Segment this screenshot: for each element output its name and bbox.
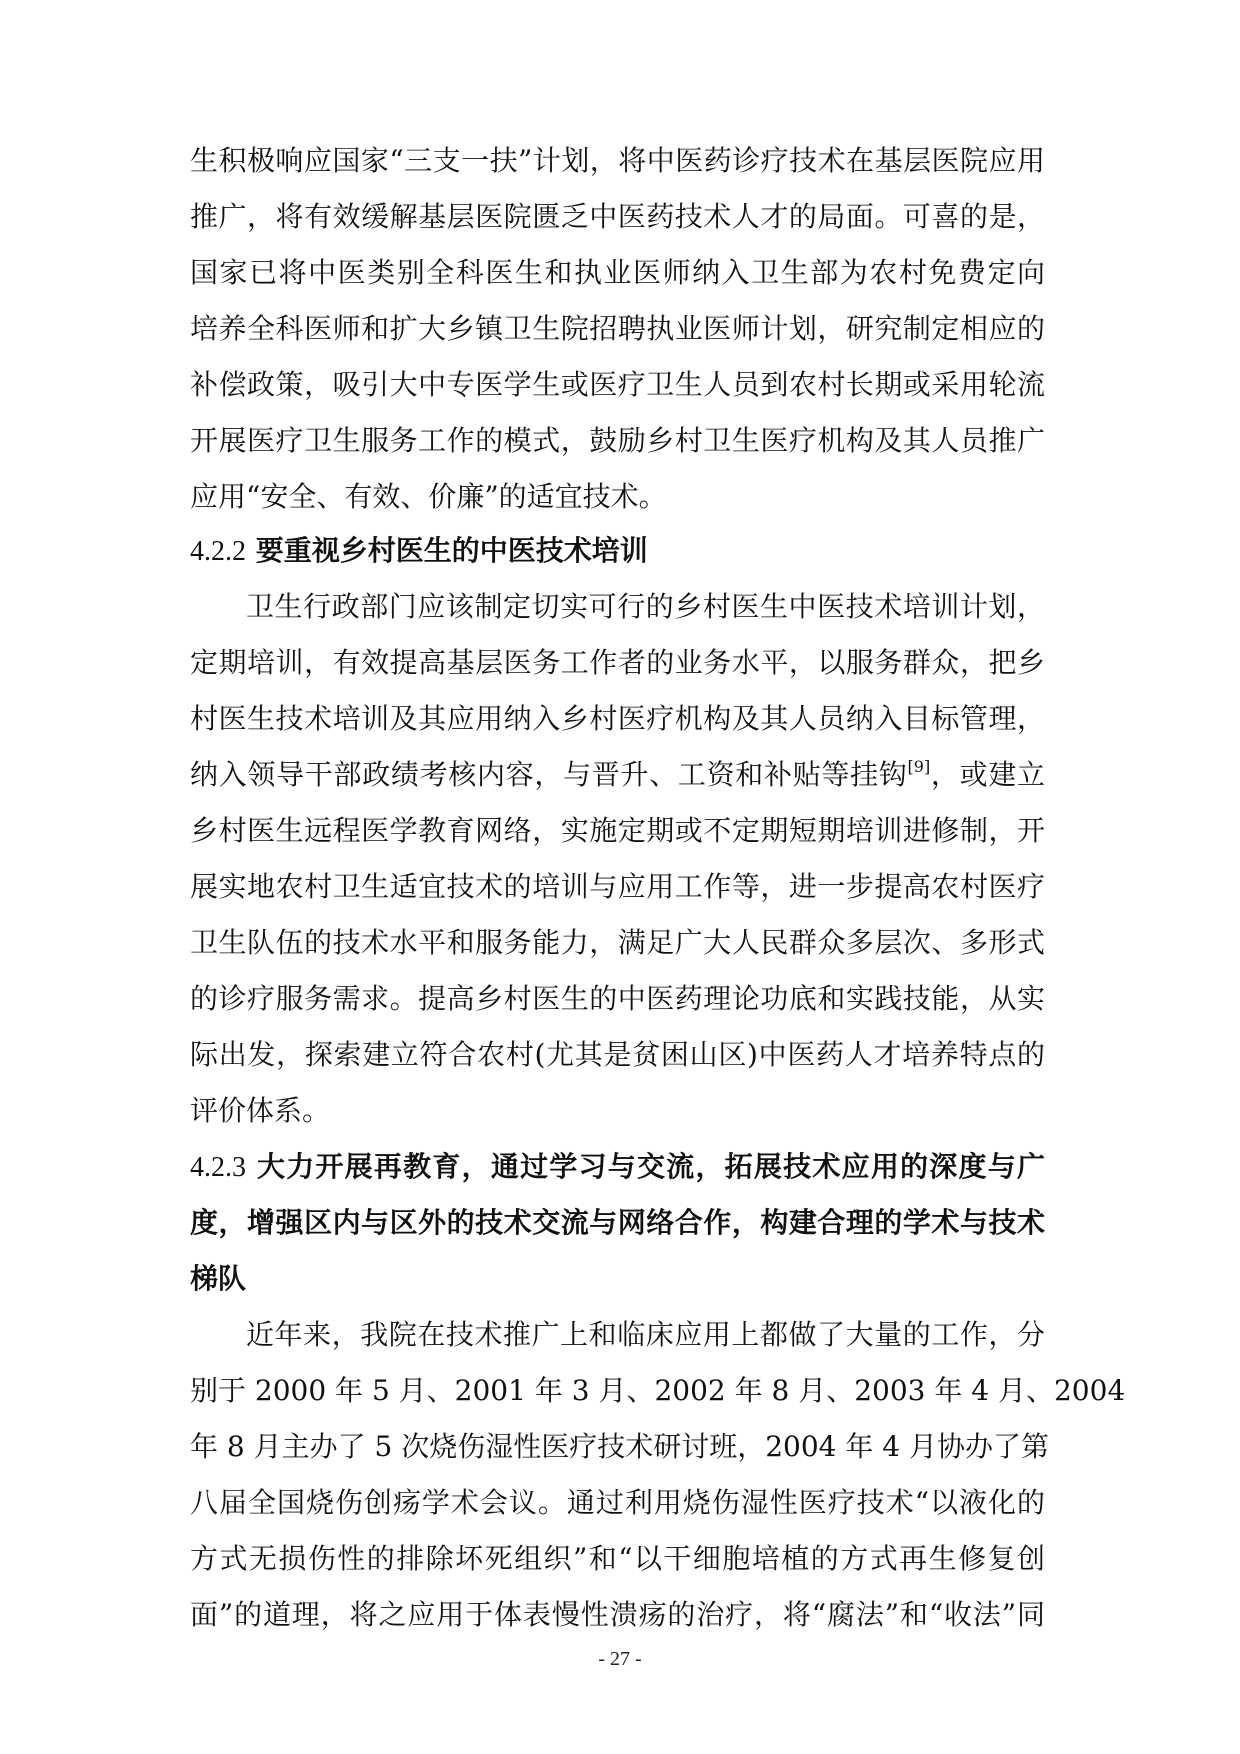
paragraph-line: 卫生队伍的技术水平和服务能力，满足广大人民群众多层次、多形式	[190, 926, 1045, 959]
paragraph-line: 乡村医生远程医学教育网络，实施定期或不定期短期培训进修制，开	[190, 814, 1045, 847]
page-number: - 27 -	[598, 1648, 642, 1670]
paragraph-line: 际出发，探索建立符合农村(尤其是贫困山区)中医药人才培养特点的	[190, 1038, 1045, 1071]
paragraph-line: 方式无损伤性的排除坏死组织”和“以干细胞培植的方式再生修复创	[190, 1542, 1045, 1575]
paragraph-line: 八届全国烧伤创疡学术会议。通过利用烧伤湿性医疗技术“以液化的	[190, 1486, 1045, 1519]
paragraph-line: 年 8 月主办了 5 次烧伤湿性医疗技术研讨班，2004 年 4 月协办了第	[190, 1430, 1050, 1463]
section-title-line: 度，增强区内与区外的技术交流与网络合作，构建合理的学术与技术	[190, 1206, 1045, 1239]
paragraph-line: 卫生行政部门应该制定切实可行的乡村医生中医技术培训计划，	[246, 590, 1045, 623]
section-number: 4.2.2	[190, 536, 246, 567]
paragraph-line: 推广，将有效缓解基层医院匮乏中医药技术人才的局面。可喜的是，	[190, 200, 1045, 233]
citation-superscript: [9]	[907, 757, 931, 776]
paragraph-line: 评价体系。	[190, 1094, 331, 1127]
paragraph-line: 应用“安全、有效、价廉”的适宜技术。	[190, 480, 667, 513]
line-text: 纳入领导干部政绩考核内容，与晋升、工资和补贴等挂钩	[190, 758, 908, 791]
line-text-tail: ，或建立	[930, 758, 1045, 791]
section-title-line: 梯队	[190, 1262, 247, 1295]
paragraph-line: 国家已将中医类别全科医生和执业医师纳入卫生部为农村免费定向	[190, 256, 1045, 289]
section-heading-4-2-3	[190, 1139, 1045, 1195]
paragraph-line: 面”的道理，将之应用于体表慢性溃疡的治疗，将“腐法”和“收法”同	[190, 1598, 1045, 1631]
section-number: 4.2.3	[190, 1152, 246, 1183]
paragraph-line: 生积极响应国家“三支一扶”计划，将中医药诊疗技术在基层医院应用	[190, 144, 1045, 177]
paragraph-line: 开展医疗卫生服务工作的模式，鼓励乡村卫生医疗机构及其人员推广	[190, 424, 1045, 457]
paragraph-line: 补偿政策，吸引大中专医学生或医疗卫生人员到农村长期或采用轮流	[190, 368, 1045, 401]
section-heading-4-2-2	[190, 523, 1045, 579]
section-title: 要重视乡村医生的中医技术培训	[255, 534, 648, 567]
paragraph-line: 别于 2000 年 5 月、2001 年 3 月、2002 年 8 月、2003 年 4 月、2004	[190, 1374, 1126, 1407]
paragraph-line: 定期培训，有效提高基层医务工作者的业务水平，以服务群众，把乡	[190, 646, 1045, 679]
paragraph-line: 的诊疗服务需求。提高乡村医生的中医药理论功底和实践技能，从实	[190, 982, 1045, 1015]
section-title-line: 大力开展再教育，通过学习与交流，拓展技术应用的深度与广	[256, 1150, 1045, 1183]
paragraph-line: 村医生技术培训及其应用纳入乡村医疗机构及其人员纳入目标管理，	[190, 702, 1045, 735]
paragraph-line: 近年来，我院在技术推广上和临床应用上都做了大量的工作，分	[246, 1318, 1045, 1351]
paragraph-line: 培养全科医师和扩大乡镇卫生院招聘执业医师计划，研究制定相应的	[190, 312, 1045, 345]
paragraph-line: 展实地农村卫生适宜技术的培训与应用工作等，进一步提高农村医疗	[190, 870, 1045, 903]
paragraph-line-with-citation	[190, 747, 1045, 803]
